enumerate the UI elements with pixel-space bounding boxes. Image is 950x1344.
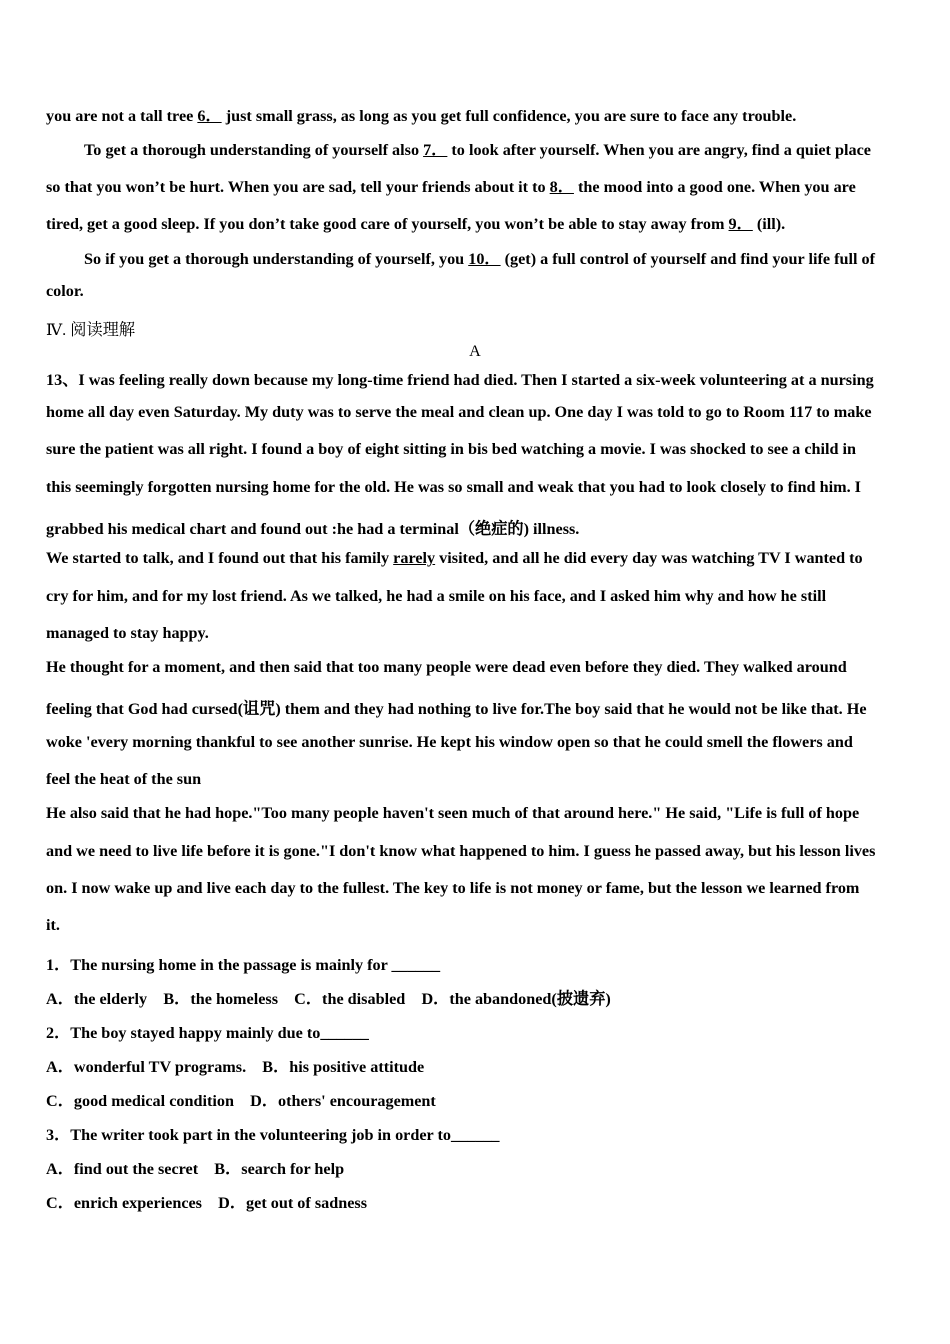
question-2-options: C．good medical condition D．others' encouragement [46, 1092, 436, 1110]
passage-line: and we need to live life before it is gone."I don't know what happened to him. I guess he passed away, but his lesson lives [46, 842, 876, 860]
question-3-options: A．find out the secret B．search for help [46, 1160, 345, 1178]
text: To get a thorough understanding of yourself also [84, 141, 424, 159]
passage-line: cry for him, and for my lost friend. As we talked, he had a smile on his face, and I asked him why and how he still [46, 587, 827, 605]
passage-line: it. [46, 916, 60, 934]
text: (ill). [752, 215, 786, 233]
text: to look after yourself. When you are angry, find a quiet place [447, 141, 871, 159]
blank-9: 9． [728, 215, 753, 233]
text: So if you get a thorough understanding of yourself, you [84, 250, 469, 268]
passage-line [46, 549, 863, 568]
passage-line: managed to stay happy. [46, 624, 209, 642]
passage-line: this seemingly forgotten nursing home for the old. He was so small and weak that you had to look closely to find him. I [46, 478, 861, 496]
passage-line: He thought for a moment, and then said that too many people were dead even before they died. They walked around [46, 658, 847, 676]
passage-line: 13、I was feeling really down because my long-time friend had died. Then I started a six-week volunteering at a nursing [46, 371, 874, 389]
underlined-word: rarely [393, 549, 436, 567]
text: just small grass, as long as you get full confidence, you are sure to face any trouble. [221, 107, 797, 125]
question-1-options: A．the elderly B．the homeless C．the disabled D．the abandoned(披遗弃) [46, 990, 611, 1008]
question-2: 2．The boy stayed happy mainly due to______ [46, 1024, 369, 1042]
blank-6: 6． [197, 107, 222, 125]
passage-line: grabbed his medical chart and found out :he had a terminal（绝症的) illness. [46, 520, 580, 538]
blank-7: 7． [423, 141, 448, 159]
question-2-options: A．wonderful TV programs. B．his positive attitude [46, 1058, 425, 1076]
text: (get) a full control of yourself and find your life full of [500, 250, 875, 268]
section-title: Ⅳ. 阅读理解 [46, 321, 136, 339]
cloze-line: color. [46, 282, 84, 300]
question-1: 1．The nursing home in the passage is mainly for ______ [46, 956, 441, 974]
cloze-line [84, 245, 875, 269]
cloze-line [46, 210, 785, 234]
passage-line: on. I now wake up and live each day to the fullest. The key to life is not money or fame, but the lesson we learned from [46, 879, 860, 897]
text: so that you won’t be hurt. When you are sad, tell your friends about it to [46, 178, 550, 196]
cloze-line [46, 102, 796, 126]
text: the mood into a good one. When you are [573, 178, 856, 196]
passage-line: woke 'every morning thankful to see another sunrise. He kept his window open so that he could smell the flowers and [46, 733, 853, 751]
passage-line: feeling that God had cursed(诅咒) them and they had nothing to live for.The boy said that he would not be like that. He [46, 700, 867, 718]
blank-10: 10． [468, 250, 501, 268]
passage-line: home all day even Saturday. My duty was to serve the meal and clean up. One day I was told to go to Room 117 to make [46, 403, 872, 421]
passage-line: sure the patient was all right. I found a boy of eight sitting in bis bed watching a movie. I was shocked to see a child in [46, 440, 857, 458]
text: you are not a tall tree [46, 107, 198, 125]
text: visited, and all he did every day was watching TV I wanted to [435, 549, 863, 567]
cloze-line [46, 173, 856, 197]
passage-line: feel the heat of the sun [46, 770, 202, 788]
text: tired, get a good sleep. If you don’t take good care of yourself, you won’t be able to stay away from [46, 215, 729, 233]
question-3: 3．The writer took part in the volunteering job in order to______ [46, 1126, 500, 1144]
question-3-options: C．enrich experiences D．get out of sadness [46, 1194, 368, 1212]
part-label: A [469, 342, 481, 360]
text: We started to talk, and I found out that his family [46, 549, 394, 567]
passage-line: He also said that he had hope."Too many people haven't seen much of that around here." He said, "Life is full of hope [46, 804, 860, 822]
cloze-line [84, 136, 871, 160]
blank-8: 8． [549, 178, 574, 196]
